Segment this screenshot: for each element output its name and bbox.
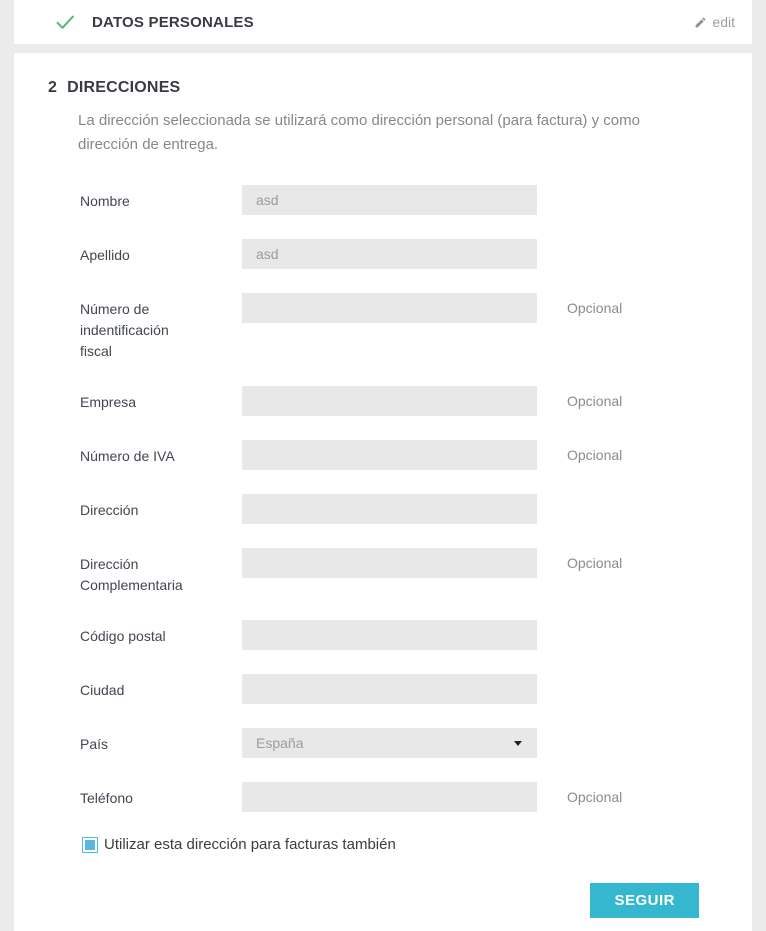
edit-personal-data-link[interactable] bbox=[694, 14, 735, 30]
use-for-invoice-checkbox[interactable] bbox=[82, 837, 98, 853]
field-label: País bbox=[80, 736, 109, 752]
field-label: Apellido bbox=[80, 247, 130, 263]
addresses-heading bbox=[48, 79, 752, 97]
edit-link-label: edit bbox=[712, 14, 735, 30]
input-numero-de-iva[interactable] bbox=[242, 440, 537, 470]
optional-hint: Opcional bbox=[567, 447, 623, 463]
select-pais[interactable] bbox=[242, 728, 537, 758]
use-for-invoice-label: Utilizar esta dirección para facturas también bbox=[104, 836, 396, 853]
input-telefono[interactable] bbox=[242, 782, 537, 812]
input-apellido[interactable] bbox=[242, 239, 537, 269]
form-field-row bbox=[80, 620, 752, 650]
field-label: Teléfono bbox=[80, 790, 133, 806]
use-for-invoice-row bbox=[82, 836, 752, 853]
field-label: Número de indentificación fiscal bbox=[80, 301, 169, 359]
input-direccion[interactable] bbox=[242, 494, 537, 524]
input-direccion-complementaria[interactable] bbox=[242, 548, 537, 578]
field-label: Dirección bbox=[80, 502, 139, 518]
select-value: España bbox=[256, 735, 304, 751]
form-field-row bbox=[80, 185, 752, 215]
field-label: Nombre bbox=[80, 193, 130, 209]
submit-row bbox=[80, 853, 752, 927]
optional-hint: Opcional bbox=[567, 393, 623, 409]
completed-step-personal-data bbox=[14, 0, 752, 44]
field-label: Código postal bbox=[80, 628, 166, 644]
form-field-row bbox=[80, 728, 752, 758]
form-field-row bbox=[80, 494, 752, 524]
address-form bbox=[80, 185, 752, 927]
input-nombre[interactable] bbox=[242, 185, 537, 215]
field-label: Dirección Complementaria bbox=[80, 556, 183, 593]
optional-hint: Opcional bbox=[567, 789, 623, 805]
section-divider bbox=[14, 44, 752, 53]
optional-hint: Opcional bbox=[567, 555, 623, 571]
field-label: Ciudad bbox=[80, 682, 125, 698]
addresses-description: La dirección seleccionada se utilizará como dirección personal (para factura) y como dirección de entrega. bbox=[78, 112, 640, 153]
input-ciudad[interactable] bbox=[242, 674, 537, 704]
continue-button[interactable]: SEGUIR bbox=[590, 883, 699, 918]
form-field-row bbox=[80, 293, 752, 362]
input-codigo-postal[interactable] bbox=[242, 620, 537, 650]
optional-hint: Opcional bbox=[567, 300, 623, 316]
input-empresa[interactable] bbox=[242, 386, 537, 416]
chevron-down-icon bbox=[514, 741, 522, 746]
step-title: DIRECCIONES bbox=[67, 79, 181, 96]
checkmark-icon bbox=[55, 12, 75, 32]
form-field-row bbox=[80, 782, 752, 812]
form-field-row bbox=[80, 440, 752, 470]
form-field-row bbox=[80, 548, 752, 596]
step-number: 2 bbox=[48, 79, 58, 96]
field-label: Empresa bbox=[80, 394, 137, 410]
form-field-row bbox=[80, 239, 752, 269]
field-label: Número de IVA bbox=[80, 448, 175, 464]
fields-container bbox=[80, 185, 752, 812]
form-field-row bbox=[80, 386, 752, 416]
input-numero-de-indentificacion-fiscal[interactable] bbox=[242, 293, 537, 323]
pencil-icon bbox=[694, 16, 707, 29]
addresses-step-card bbox=[14, 53, 752, 931]
completed-step-title: DATOS PERSONALES bbox=[92, 13, 254, 31]
form-field-row bbox=[80, 674, 752, 704]
